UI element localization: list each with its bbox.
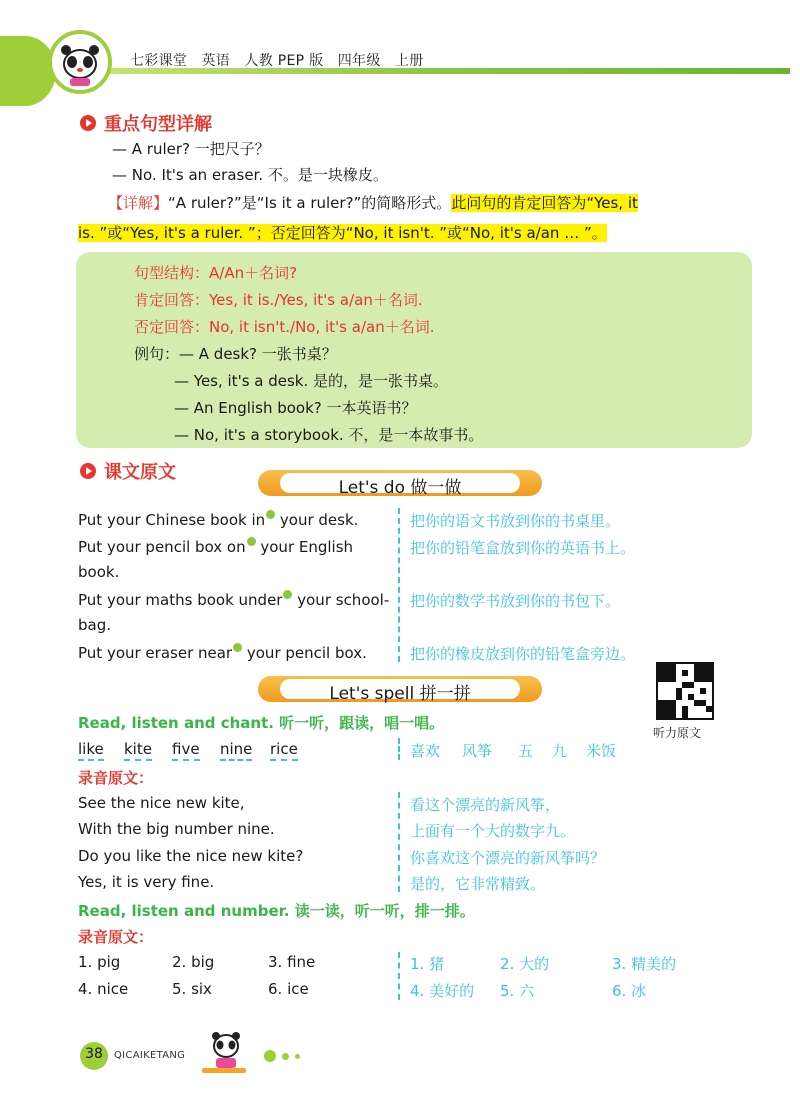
structure-pattern: 句型结构：A/An＋名词? xyxy=(134,264,298,282)
word-cn-kite: 风筝 xyxy=(462,742,493,760)
word-cn-like: 喜欢 xyxy=(410,742,441,760)
chant-en-3: Do you like the nice new kite? xyxy=(78,847,304,865)
chant-en-1: See the nice new kite, xyxy=(78,794,245,812)
footer-brand: QICAIKETANG xyxy=(114,1050,186,1061)
detail-line-1: 【详解】“A ruler?”是“Is it a ruler?”的简略形式。此问句的肯定回答为“Yes, it xyxy=(108,194,638,212)
banner-lets-spell: Let's spell 拼一拼 xyxy=(258,676,542,702)
chant-cn-3: 你喜欢这个漂亮的新风筝吗？ xyxy=(410,849,606,867)
banner-lets-do: Let's do 做一做 xyxy=(258,470,542,496)
column-divider xyxy=(398,738,400,760)
num-en-2: 2. big xyxy=(172,953,215,971)
do-line-2b: book. xyxy=(78,563,120,581)
decor-dot xyxy=(264,1050,276,1062)
num-cn-2: 2. 大的 xyxy=(500,955,550,973)
play-bullet-icon xyxy=(80,463,96,479)
num-en-5: 5. six xyxy=(172,980,212,998)
num-cn-3: 3. 精美的 xyxy=(612,955,677,973)
header-title: 七彩课堂 英语 人教 PEP 版 四年级 上册 xyxy=(130,53,424,69)
example-4: — No, it's a storybook. 不，是一本故事书。 xyxy=(174,426,484,444)
example-2: — Yes, it's a desk. 是的，是一张书桌。 xyxy=(174,372,449,390)
chant-cn-1: 看这个漂亮的新风筝， xyxy=(410,796,561,814)
chant-cn-2: 上面有一个大的数字九。 xyxy=(410,822,576,840)
decor-dot xyxy=(295,1054,300,1059)
word-cn-five: 五 xyxy=(518,742,534,760)
do-line-2: Put your pencil box on your English xyxy=(78,538,354,556)
word-five: five xyxy=(172,740,200,761)
word-like: like xyxy=(78,740,104,761)
header-blob xyxy=(0,36,56,106)
detail-line-2: is. ”或“Yes, it's a ruler. ”；否定回答为“No, it isn't. ”或“No, it's a/an … ”。 xyxy=(78,224,607,242)
decor-dot xyxy=(282,1053,289,1060)
word-cn-rice: 米饭 xyxy=(586,742,617,760)
word-kite: kite xyxy=(124,740,152,761)
num-cn-4: 4. 美好的 xyxy=(410,982,475,1000)
note-marker-icon xyxy=(233,643,242,652)
structure-positive: 肯定回答：Yes, it is./Yes, it's a/an＋名词. xyxy=(134,291,423,309)
qr-code-icon[interactable] xyxy=(656,662,714,720)
do-line-3: Put your maths book under your school- xyxy=(78,591,390,609)
do-cn-4: 把你的橡皮放到你的铅笔盒旁边。 xyxy=(410,645,636,663)
sentence-structure-box xyxy=(76,252,752,448)
word-rice: rice xyxy=(270,740,298,761)
num-en-1: 1. pig xyxy=(78,953,121,971)
page-number: 38 xyxy=(85,1046,103,1062)
chant-en-4: Yes, it is very fine. xyxy=(78,873,215,891)
section-heading-text: 课文原文 xyxy=(80,458,176,484)
example-1: 例句：— A desk? 一张书桌？ xyxy=(134,345,337,363)
play-bullet-icon xyxy=(80,115,96,131)
panda-mascot-icon xyxy=(52,34,108,90)
structure-negative: 否定回答：No, it isn't./No, it's a/an＋名词. xyxy=(134,318,435,336)
do-cn-1: 把你的语文书放到你的书桌里。 xyxy=(410,512,621,530)
example-3: — An English book? 一本英语书？ xyxy=(174,399,417,417)
dialogue-question: — A ruler? 一把尺子？ xyxy=(112,140,270,158)
do-cn-3: 把你的数学书放到你的书包下。 xyxy=(410,592,621,610)
record-label-2: 录音原文： xyxy=(78,928,154,946)
do-line-3b: bag. xyxy=(78,616,112,634)
column-divider xyxy=(398,792,400,892)
mascot-logo xyxy=(48,30,112,94)
record-label-1: 录音原文： xyxy=(78,769,154,787)
instruction-read-listen-number: Read, listen and number. 读一读，听一听，排一排。 xyxy=(78,902,475,920)
qr-label: 听力原文 xyxy=(653,726,702,740)
dialogue-answer: — No. It's an eraser. 不。是一块橡皮。 xyxy=(112,166,388,184)
note-marker-icon xyxy=(266,510,275,519)
num-en-3: 3. fine xyxy=(268,953,316,971)
num-cn-5: 5. 六 xyxy=(500,982,535,1000)
column-divider xyxy=(398,508,400,662)
word-cn-nine: 九 xyxy=(552,742,568,760)
do-line-1: Put your Chinese book in your desk. xyxy=(78,511,359,529)
section-heading-key-sentence: 重点句型详解 xyxy=(80,110,212,136)
do-cn-2: 把你的铅笔盒放到你的英语书上。 xyxy=(410,539,636,557)
num-en-6: 6. ice xyxy=(268,980,309,998)
note-marker-icon xyxy=(247,537,256,546)
do-line-4: Put your eraser near your pencil box. xyxy=(78,644,367,662)
instruction-read-listen-chant: Read, listen and chant. 听一听，跟读，唱一唱。 xyxy=(78,714,445,732)
chant-cn-4: 是的，它非常精致。 xyxy=(410,875,546,893)
chant-en-2: With the big number nine. xyxy=(78,820,275,838)
num-en-4: 4. nice xyxy=(78,980,129,998)
word-nine: nine xyxy=(220,740,252,761)
panda-mascot-icon xyxy=(198,1030,250,1076)
num-cn-1: 1. 猪 xyxy=(410,955,445,973)
column-divider xyxy=(398,952,400,1000)
num-cn-6: 6. 冰 xyxy=(612,982,647,1000)
